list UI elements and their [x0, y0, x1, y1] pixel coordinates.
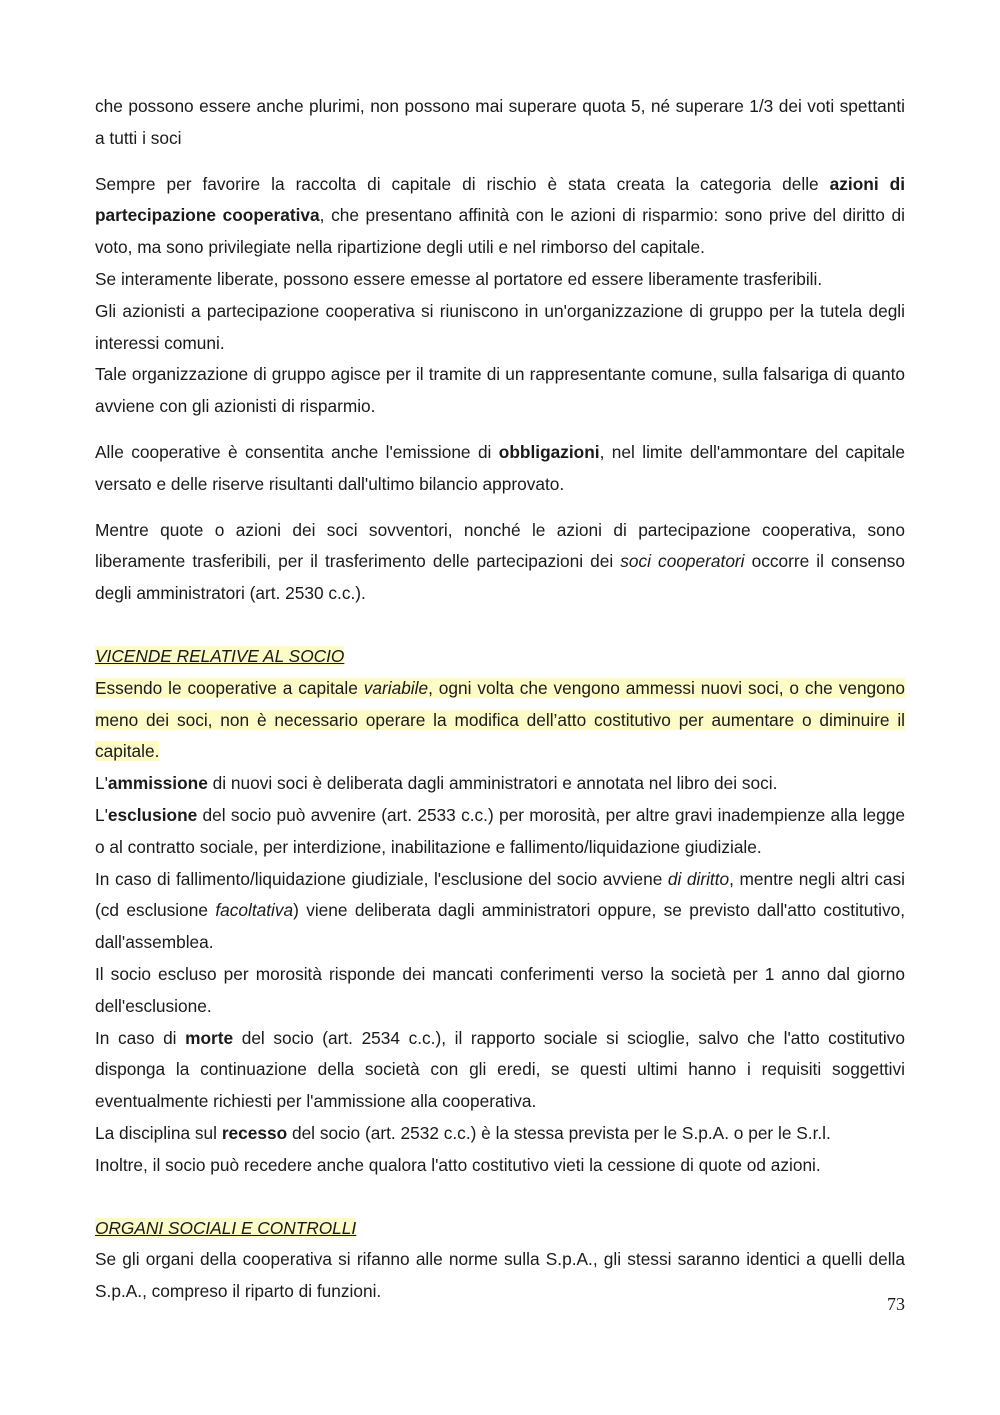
heading-text: ORGANI SOCIALI E CONTROLLI	[95, 1217, 357, 1238]
bold-term: esclusione	[107, 804, 198, 825]
bold-term: recesso	[221, 1122, 288, 1143]
text-run: La disciplina sul	[95, 1122, 222, 1143]
text-run: del socio (art. 2532 c.c.) è la stessa prevista per le S.p.A. o per le S.r.l.	[287, 1122, 831, 1143]
paragraph	[95, 437, 905, 501]
text-run: , ogni volta che vengono ammessi nuovi soci, o che vengono meno dei soci, non è necessario operare la modifica dell’atto costitutivo per aumentare o diminuire il capitale.	[95, 677, 906, 762]
text-run: In caso di	[95, 1027, 186, 1048]
paragraph	[95, 864, 905, 959]
text-run: In caso di fallimento/liquidazione giudiziale, l'esclusione del socio avviene	[95, 868, 668, 889]
section-heading-vicende	[95, 641, 905, 673]
bold-term: ammissione	[107, 773, 208, 794]
bold-term: morte	[185, 1027, 234, 1048]
highlighted-paragraph	[95, 673, 905, 768]
text-run: Essendo le cooperative a capitale	[95, 677, 364, 698]
text-run: del socio (art. 2534 c.c.), il rapporto sociale si scioglie, salvo che l'atto costitutivo disponga la continuazione della società con gli eredi, se questi ultimi hanno i requisiti soggettivi eventualmente richiesti per l'ammissione alla cooperativa.	[95, 1027, 905, 1112]
paragraph	[95, 169, 905, 264]
text-run: di nuovi soci è deliberata dagli amministratori e annotata nel libro dei soci.	[207, 773, 778, 794]
paragraph	[95, 800, 905, 864]
text-run: ) viene deliberata dagli amministratori oppure, se previsto dall'atto costitutivo, dall'assemblea.	[95, 900, 906, 953]
paragraph: Gli azionisti a partecipazione cooperativa si riuniscono in un'organizzazione di gruppo per la tutela degli interessi comuni.	[95, 300, 905, 353]
paragraph	[95, 1023, 905, 1118]
text-run: Alle cooperative è consentita anche l'emissione di	[95, 441, 499, 462]
document-body	[95, 91, 905, 1308]
italic-term: di diritto	[667, 868, 730, 889]
text-run: Sempre per favorire la raccolta di capitale di rischio è stata creata la categoria delle	[95, 173, 830, 194]
italic-term: variabile	[363, 677, 429, 698]
section-heading-organi	[95, 1213, 905, 1245]
paragraph	[95, 515, 905, 610]
paragraph: Se interamente liberate, possono essere emesse al portatore ed essere liberamente trasferibili.	[95, 268, 823, 289]
text-run: , nel limite dell'ammontare del capitale versato e delle riserve risultanti dall'ultimo bilancio approvato.	[95, 441, 905, 494]
italic-term: soci cooperatori	[620, 551, 745, 572]
bold-term: azioni di partecipazione cooperativa	[95, 173, 905, 226]
italic-term: facoltativa	[215, 900, 294, 921]
paragraph	[95, 1118, 905, 1150]
bold-term: obbligazioni	[498, 441, 600, 462]
page-number: 73	[887, 1294, 905, 1314]
text-run: , mentre negli altri casi (cd esclusione	[95, 868, 905, 921]
text-run: L'	[95, 804, 108, 825]
paragraph	[95, 768, 905, 800]
paragraph: che possono essere anche plurimi, non possono mai superare quota 5, né superare 1/3 dei voti spettanti a tutti i soci	[95, 96, 905, 148]
text-run: del socio può avvenire (art. 2533 c.c.) per morosità, per altre gravi inadempienze alla legge o al contratto sociale, per interdizione, inabilitazione e fallimento/liquidazione giudiziale.	[95, 804, 905, 857]
text-run: Mentre quote o azioni dei soci sovventori, nonché le azioni di partecipazione cooperativa, sono liberamente trasferibili, per il trasferimento delle partecipazioni dei	[95, 519, 905, 572]
paragraph: Se gli organi della cooperativa si rifanno alle norme sulla S.p.A., gli stessi saranno identici a quelli della S.p.A., compreso il riparto di funzioni.	[95, 1249, 905, 1302]
paragraph: Inoltre, il socio può recedere anche qualora l'atto costitutivo vieti la cessione di quote od azioni.	[95, 1154, 821, 1175]
paragraph: Tale organizzazione di gruppo agisce per il tramite di un rappresentante comune, sulla falsariga di quanto avviene con gli azionisti di risparmio.	[95, 364, 905, 417]
paragraph: Il socio escluso per morosità risponde dei mancati conferimenti verso la società per 1 anno dal giorno dell'esclusione.	[95, 963, 905, 1016]
text-run: L'	[95, 773, 108, 794]
heading-text: VICENDE RELATIVE AL SOCIO	[95, 645, 345, 666]
text-run: , che presentano affinità con le azioni di risparmio: sono prive del diritto di voto, ma sono privilegiate nella ripartizione degli utili e nel rimborso del capitale.	[95, 205, 905, 258]
text-run: occorre il consenso degli amministratori (art. 2530 c.c.).	[95, 551, 906, 604]
